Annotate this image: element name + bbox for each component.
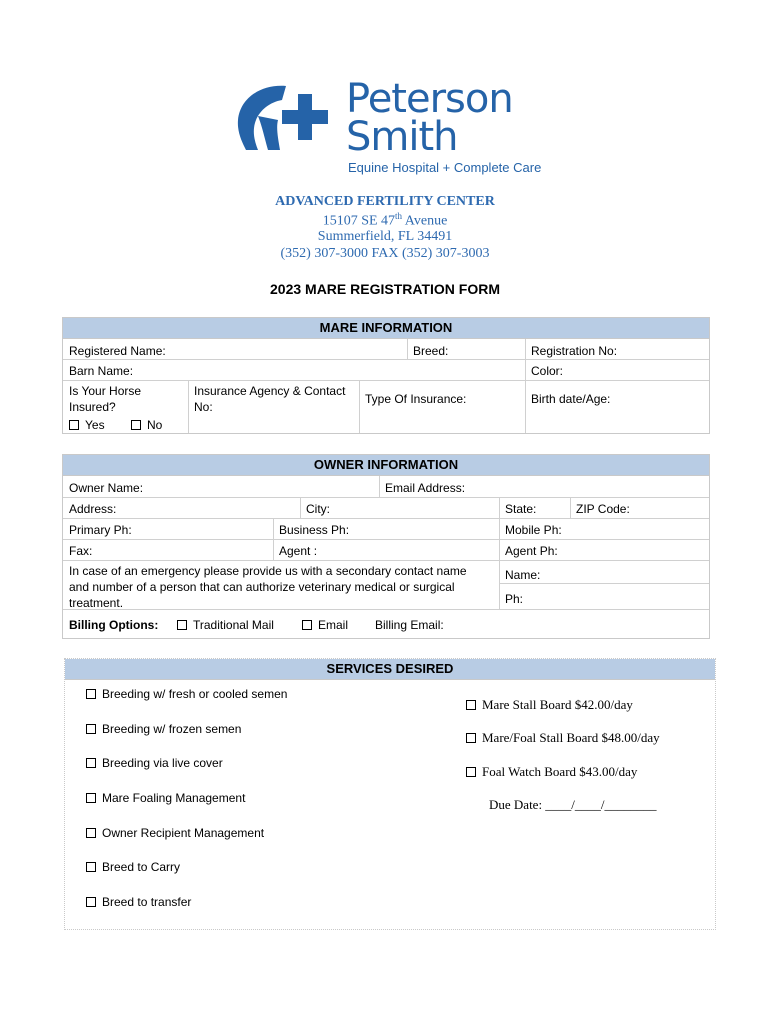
- service-frozen-semen-checkbox[interactable]: Breeding w/ frozen semen: [86, 722, 241, 736]
- logo-tagline: Equine Hospital + Complete Care: [348, 160, 542, 175]
- checkbox-icon: [86, 724, 96, 734]
- checkbox-icon: [86, 689, 96, 699]
- logo-peterson: Peterson: [346, 76, 513, 122]
- agent-field[interactable]: Agent :: [279, 544, 318, 558]
- checkbox-icon: [131, 420, 141, 430]
- phone-fax: (352) 307-3000 FAX (352) 307-3003: [280, 246, 490, 261]
- zip-code-field[interactable]: ZIP Code:: [576, 502, 630, 516]
- mare-foal-stall-board-checkbox[interactable]: Mare/Foal Stall Board $48.00/day: [466, 730, 660, 746]
- service-live-cover-checkbox[interactable]: Breeding via live cover: [86, 756, 223, 770]
- state-field[interactable]: State:: [505, 502, 537, 516]
- insured-no-checkbox[interactable]: No: [127, 415, 166, 435]
- agent-phone-field[interactable]: Agent Ph:: [505, 544, 558, 558]
- emergency-contact-note: In case of an emergency please provide us with a secondary contact name and number of a person that can authorize veterinary medical or surgical treatment.: [69, 564, 467, 610]
- checkbox-icon: [69, 420, 79, 430]
- logo: [236, 76, 566, 180]
- service-breed-to-carry-checkbox[interactable]: Breed to Carry: [86, 860, 180, 874]
- service-foaling-management-checkbox[interactable]: Mare Foaling Management: [86, 791, 245, 805]
- fax-field[interactable]: Fax:: [69, 544, 93, 558]
- checkbox-icon: [86, 862, 96, 872]
- checkbox-icon: [177, 620, 187, 630]
- city-state-zip: Summerfield, FL 34491: [317, 229, 453, 244]
- address-field[interactable]: Address:: [69, 502, 117, 516]
- checkbox-icon: [86, 828, 96, 838]
- email-address-field[interactable]: Email Address:: [385, 481, 466, 495]
- barn-name-field[interactable]: Barn Name:: [69, 364, 134, 378]
- billing-email-field[interactable]: Billing Email:: [375, 618, 444, 632]
- primary-phone-field[interactable]: Primary Ph:: [69, 523, 132, 537]
- street-address: 15107 SE 47th Avenue: [322, 211, 448, 229]
- insurance-agency-field[interactable]: Insurance Agency & Contact No:: [194, 384, 346, 414]
- service-fresh-semen-checkbox[interactable]: Breeding w/ fresh or cooled semen: [86, 687, 287, 701]
- insured-yes-checkbox[interactable]: Yes: [65, 415, 109, 435]
- logo-smith: Smith: [346, 114, 458, 160]
- breed-field[interactable]: Breed:: [413, 344, 449, 358]
- owner-name-field[interactable]: Owner Name:: [69, 481, 144, 495]
- owner-information-section: [62, 454, 710, 639]
- color-field[interactable]: Color:: [531, 364, 564, 378]
- birth-date-age-field[interactable]: Birth date/Age:: [531, 392, 611, 406]
- checkbox-icon: [86, 897, 96, 907]
- checkbox-icon: [466, 733, 476, 743]
- insured-question: Is Your Horse Insured?: [69, 384, 142, 414]
- services-desired-heading: SERVICES DESIRED: [65, 659, 715, 680]
- city-field[interactable]: City:: [306, 502, 330, 516]
- billing-options-label: Billing Options:: [69, 618, 159, 632]
- foal-watch-board-checkbox[interactable]: Foal Watch Board $43.00/day: [466, 764, 637, 780]
- emergency-phone-field[interactable]: Ph:: [505, 592, 524, 606]
- mare-information-heading: MARE INFORMATION: [63, 318, 709, 339]
- emergency-name-field[interactable]: Name:: [505, 568, 541, 582]
- horse-cross-logo-icon: [236, 80, 336, 160]
- due-date-field[interactable]: Due Date: ____/____/________: [489, 797, 657, 812]
- mobile-phone-field[interactable]: Mobile Ph:: [505, 523, 562, 537]
- registration-no-field[interactable]: Registration No:: [531, 344, 618, 358]
- mare-stall-board-checkbox[interactable]: Mare Stall Board $42.00/day: [466, 697, 633, 713]
- checkbox-icon: [302, 620, 312, 630]
- checkbox-icon: [466, 700, 476, 710]
- type-of-insurance-field[interactable]: Type Of Insurance:: [365, 392, 467, 406]
- center-name: ADVANCED FERTILITY CENTER: [275, 194, 495, 209]
- owner-information-heading: OWNER INFORMATION: [63, 455, 709, 476]
- billing-email-checkbox[interactable]: Email: [298, 615, 352, 635]
- business-phone-field[interactable]: Business Ph:: [279, 523, 350, 537]
- checkbox-icon: [466, 767, 476, 777]
- service-breed-to-transfer-checkbox[interactable]: Breed to transfer: [86, 895, 191, 909]
- billing-traditional-mail-checkbox[interactable]: Traditional Mail: [173, 615, 278, 635]
- form-title: 2023 MARE REGISTRATION FORM: [270, 281, 500, 297]
- service-owner-recipient-checkbox[interactable]: Owner Recipient Management: [86, 826, 264, 840]
- mare-information-section: [62, 317, 710, 434]
- checkbox-icon: [86, 758, 96, 768]
- registered-name-field[interactable]: Registered Name:: [69, 344, 166, 358]
- checkbox-icon: [86, 793, 96, 803]
